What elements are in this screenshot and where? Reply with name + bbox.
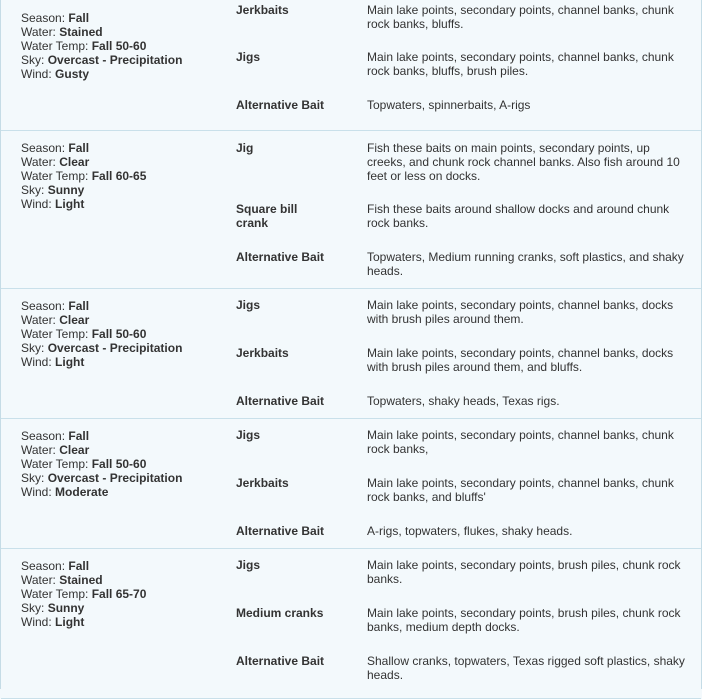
bait-description: Main lake points, secondary points, channel banks, docks with brush piles around them, and bluffs. — [367, 346, 674, 374]
condition-water — [21, 25, 221, 39]
condition-label: Season: — [21, 11, 66, 25]
bait-name: Alternative Bait — [236, 654, 325, 668]
conditions-cell — [21, 429, 221, 499]
condition-water-temp — [21, 587, 221, 601]
bait-name: Jerkbaits — [236, 346, 289, 360]
bait-description: Main lake points, secondary points, channel banks, chunk rock banks, bluffs. — [367, 3, 674, 31]
condition-label: Sky: — [21, 183, 45, 197]
condition-label: Sky: — [21, 341, 45, 355]
condition-value: Light — [55, 197, 85, 211]
bait-description: Main lake points, secondary points, channel banks, chunk rock banks, bluffs, brush piles. — [367, 50, 674, 78]
bait-name: Jig — [236, 141, 254, 155]
condition-water-temp — [21, 39, 221, 53]
condition-block — [1, 548, 701, 699]
condition-label: Wind: — [21, 615, 52, 629]
condition-season — [21, 559, 221, 573]
bait-name: Jerkbaits — [236, 476, 289, 490]
condition-value: Stained — [59, 25, 103, 39]
conditions-cell — [21, 141, 221, 211]
condition-value: Sunny — [47, 601, 85, 615]
condition-value: Fall — [68, 429, 90, 443]
condition-label: Season: — [21, 559, 66, 573]
condition-value: Overcast - Precipitation — [47, 53, 183, 67]
condition-water-temp — [21, 169, 221, 183]
condition-block — [1, 288, 701, 419]
condition-wind — [21, 67, 221, 81]
condition-sky — [21, 341, 221, 355]
condition-wind — [21, 355, 221, 369]
conditions-cell — [21, 11, 221, 81]
condition-label: Sky: — [21, 471, 45, 485]
bait-name: Jerkbaits — [236, 3, 289, 17]
bait-description: A-rigs, topwaters, flukes, shaky heads. — [367, 524, 573, 538]
condition-wind — [21, 485, 221, 499]
bait-description: Main lake points, secondary points, brush piles, chunk rock banks, medium depth docks. — [367, 606, 681, 634]
bait-description: Fish these baits around shallow docks and around chunk rock banks. — [367, 202, 670, 230]
condition-season — [21, 299, 221, 313]
bait-description: Topwaters, Medium running cranks, soft plastics, and shaky heads. — [367, 250, 684, 278]
condition-value: Clear — [59, 443, 90, 457]
condition-wind — [21, 197, 221, 211]
condition-label: Water Temp: — [21, 169, 89, 183]
bait-name: Alternative Bait — [236, 250, 325, 264]
condition-label: Water Temp: — [21, 587, 89, 601]
condition-value: Fall — [68, 11, 90, 25]
condition-block — [1, 0, 701, 131]
bait-description: Main lake points, secondary points, brush piles, chunk rock banks. — [367, 558, 681, 586]
bait-name: Square bill crank — [236, 202, 298, 230]
condition-label: Water Temp: — [21, 39, 89, 53]
bait-name: Jigs — [236, 298, 261, 312]
condition-label: Wind: — [21, 67, 52, 81]
condition-label: Season: — [21, 429, 66, 443]
condition-value: Light — [55, 355, 85, 369]
condition-label: Sky: — [21, 601, 45, 615]
bait-description: Main lake points, secondary points, channel banks, docks with brush piles around them. — [367, 298, 674, 326]
condition-label: Water: — [21, 573, 56, 587]
condition-value: Fall — [68, 299, 90, 313]
condition-label: Season: — [21, 141, 66, 155]
bait-description: Topwaters, spinnerbaits, A-rigs — [367, 98, 531, 112]
bait-name: Alternative Bait — [236, 394, 325, 408]
conditions-cell — [21, 559, 221, 629]
condition-value: Light — [55, 615, 85, 629]
condition-label: Season: — [21, 299, 66, 313]
condition-label: Water Temp: — [21, 327, 89, 341]
bait-description: Main lake points, secondary points, channel banks, chunk rock banks, and bluffs' — [367, 476, 674, 504]
condition-season — [21, 11, 221, 25]
condition-label: Water: — [21, 443, 56, 457]
condition-value: Overcast - Precipitation — [47, 471, 183, 485]
condition-label: Water Temp: — [21, 457, 89, 471]
condition-label: Water: — [21, 155, 56, 169]
bait-name: Medium cranks — [236, 606, 324, 620]
bait-name: Alternative Bait — [236, 524, 325, 538]
condition-value: Sunny — [47, 183, 85, 197]
condition-label: Wind: — [21, 485, 52, 499]
condition-sky — [21, 601, 221, 615]
condition-value: Fall 60-65 — [91, 169, 147, 183]
condition-label: Wind: — [21, 197, 52, 211]
condition-block — [1, 418, 701, 549]
condition-water — [21, 313, 221, 327]
bait-description: Shallow cranks, topwaters, Texas rigged soft plastics, shaky heads. — [367, 654, 685, 682]
condition-value: Fall 50-60 — [91, 457, 147, 471]
condition-value: Overcast - Precipitation — [47, 341, 183, 355]
bait-name: Jigs — [236, 50, 261, 64]
condition-value: Fall 50-60 — [91, 327, 147, 341]
condition-value: Moderate — [55, 485, 109, 499]
conditions-cell — [21, 299, 221, 369]
condition-sky — [21, 471, 221, 485]
condition-season — [21, 429, 221, 443]
condition-water — [21, 573, 221, 587]
condition-label: Sky: — [21, 53, 45, 67]
condition-sky — [21, 53, 221, 67]
condition-water-temp — [21, 457, 221, 471]
bait-name: Alternative Bait — [236, 98, 325, 112]
bait-name: Jigs — [236, 428, 261, 442]
bait-name: Jigs — [236, 558, 261, 572]
condition-water-temp — [21, 327, 221, 341]
bait-description: Main lake points, secondary points, channel banks, chunk rock banks, — [367, 428, 674, 456]
condition-value: Fall 50-60 — [91, 39, 147, 53]
bait-description: Topwaters, shaky heads, Texas rigs. — [367, 394, 560, 408]
condition-sky — [21, 183, 221, 197]
condition-block — [1, 130, 701, 289]
condition-value: Fall — [68, 559, 90, 573]
condition-wind — [21, 615, 221, 629]
condition-value: Clear — [59, 155, 90, 169]
condition-value: Stained — [59, 573, 103, 587]
condition-value: Gusty — [55, 67, 90, 81]
condition-value: Fall — [68, 141, 90, 155]
condition-value: Clear — [59, 313, 90, 327]
condition-label: Wind: — [21, 355, 52, 369]
condition-season — [21, 141, 221, 155]
condition-label: Water: — [21, 25, 56, 39]
condition-water — [21, 155, 221, 169]
condition-water — [21, 443, 221, 457]
condition-label: Water: — [21, 313, 56, 327]
bait-description: Fish these baits on main points, secondary points, up creeks, and chunk rock channel banks. Also fish around 10 feet or less on docks. — [367, 141, 680, 183]
condition-value: Fall 65-70 — [91, 587, 147, 601]
